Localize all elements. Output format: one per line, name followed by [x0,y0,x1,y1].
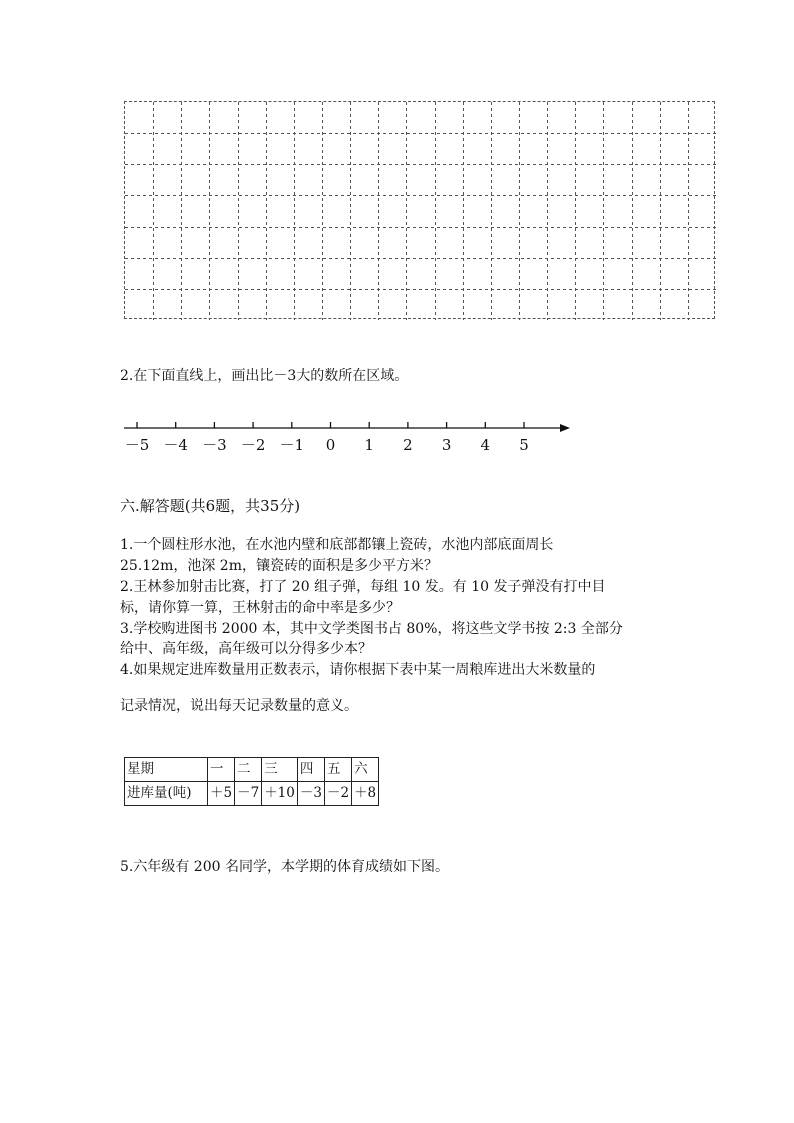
table-header-cell: 进库量(吨) [125,782,208,806]
grid-lines [125,102,716,320]
table-cell: 三 [262,758,298,782]
drawing-grid [124,101,715,319]
number-line-tick-label: 0 [325,436,336,454]
table-cell: －7 [235,782,262,806]
q3-line-1: 3.学校购进图书 2000 本，其中文学类图书占 80%，将这些文学书按 2:3 全部分 [120,621,623,637]
table-cell: －2 [324,782,351,806]
q1-line-1: 1.一个圆柱形水池，在水池内壁和底部都镶上瓷砖，水池内部底面周长 [120,537,554,553]
q5-line: 5.六年级有 200 名同学，本学期的体育成绩如下图。 [120,859,449,875]
number-line [118,410,578,460]
q2-line-1: 2.王林参加射击比赛，打了 20 组子弹，每组 10 发。有 10 发子弹没有打中目 [120,579,606,595]
question-2-prompt: 2.在下面直线上，画出比－3大的数所在区域。 [120,368,409,384]
q4-line-1: 4.如果规定进库数量用正数表示，请你根据下表中某一周粮库进出大米数量的 [120,662,596,678]
number-line-tick-label: －3 [202,436,227,454]
q2-line-2: 标，请你算一算，王林射击的命中率是多少？ [120,600,400,616]
table-cell: 五 [324,758,351,782]
table-cell: ＋10 [262,782,298,806]
number-line-tick-label: 4 [480,436,491,454]
table-cell: 二 [235,758,262,782]
grain-record-table [124,757,379,806]
table-cell: 一 [208,758,235,782]
q1-line-2: 25.12m，池深 2m，镶瓷砖的面积是多少平方米？ [120,558,438,574]
table-cell: ＋8 [352,782,379,806]
number-line-tick-label: 2 [403,436,413,454]
number-line-tick-label: －2 [240,436,266,454]
q4-line-2: 记录情况，说出每天记录数量的意义。 [120,698,358,714]
table-cell: －3 [297,782,324,806]
section-heading: 六.解答题(共6题，共35分) [120,497,301,515]
number-line-tick-label: 5 [519,436,529,454]
q3-line-2: 给中、高年级，高年级可以分得多少本？ [120,641,372,657]
number-line-tick-label: 1 [364,436,374,454]
number-line-arrow-icon [560,424,570,432]
number-line-tick-label: －4 [163,436,188,454]
table-header-cell: 星期 [125,758,208,782]
table-row [125,758,379,782]
table-cell: 六 [352,758,379,782]
table-row [125,782,379,806]
number-line-tick-label: 3 [441,436,452,454]
table-cell: 四 [297,758,324,782]
number-line-tick-label: －5 [124,436,150,454]
number-line-tick-label: －1 [279,436,305,454]
table-cell: ＋5 [208,782,235,806]
